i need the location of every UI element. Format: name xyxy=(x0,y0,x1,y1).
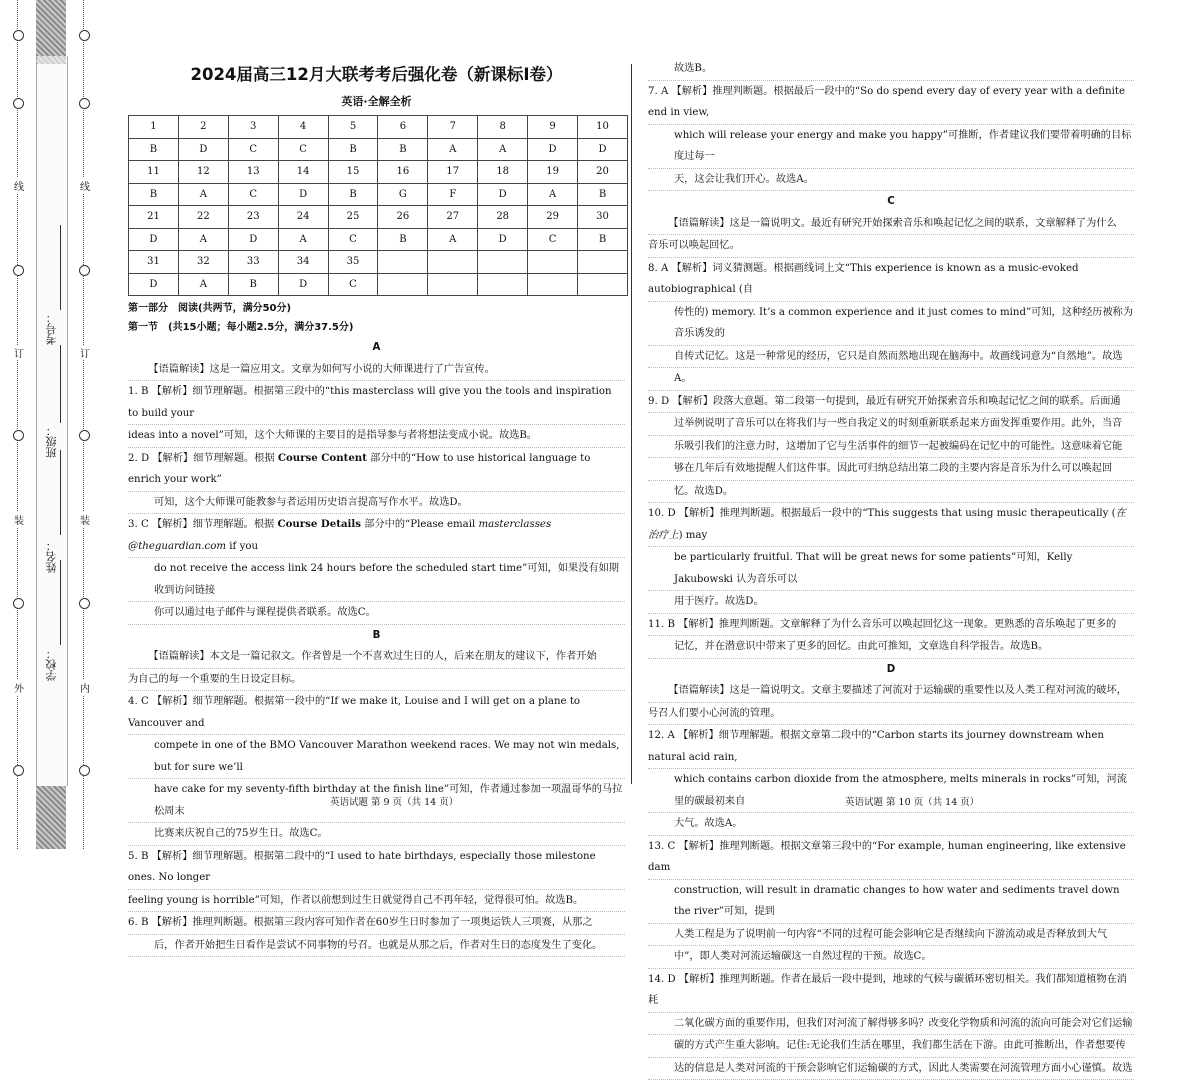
passage-heading-c: C xyxy=(648,191,1134,213)
answer-11-cont: 记忆，并在潜意识中带来了更多的回忆。由此可推知，文章选自科学报告。故选B。 xyxy=(648,636,1134,659)
passage-d-summary: 【语篇解读】这是一篇说明文。文章主要描述了河流对于运输碳的重要性以及人类工程对河流的破坏， xyxy=(648,680,1134,703)
answer-table-cell: C xyxy=(328,228,378,251)
answer-table-answer-row xyxy=(129,228,628,251)
answer-5-cont: feeling young is horrible”可知，作者以前想到过生日就觉得自己不再年轻，觉得很可怕。故选B。 xyxy=(128,890,625,913)
answer-10-cont: 用于医疗。故选D。 xyxy=(648,591,1134,614)
answer-table-number-row xyxy=(129,251,628,274)
answer-2-cont: 可知，这个大师课可能教参与者运用历史语言提高写作水平。故选D。 xyxy=(128,492,625,515)
answer-table-cell: B xyxy=(378,228,428,251)
answer-table-cell: 24 xyxy=(278,206,328,229)
answer-table-cell: 5 xyxy=(328,116,378,139)
answer-14-cont: 达的信息是人类对河流的干预会影响它们运输碳的方式，因此人类需要在河流管理方面小心谨慎。故选 xyxy=(648,1058,1134,1080)
answer-7: 7. A 【解析】推理判断题。根据最后一段中的“So do spend every day of every year with a definite end in view, xyxy=(648,81,1134,125)
answer-table-cell: B xyxy=(328,138,378,161)
answer-table-cell: 27 xyxy=(428,206,478,229)
page-subtitle: 英语·全解全析 xyxy=(128,92,625,112)
answer-10: 10. D 【解析】推理判断题。根据最后一段中的“This suggests that using music therapeutically (在治疗上) may xyxy=(648,503,1134,547)
answer-table-cell: D xyxy=(178,138,228,161)
answer-table-cell xyxy=(528,273,578,296)
answer-table-cell: 13 xyxy=(228,161,278,184)
field-class-label: 班级： xyxy=(44,425,60,458)
answer-9-cont: 够在几年后有效地提醒人们这件事。因此可归纳总结出第二段的主要内容是音乐为什么可以唤起回 xyxy=(648,458,1134,481)
answer-table-cell: 8 xyxy=(478,116,528,139)
answer-table-cell xyxy=(478,273,528,296)
passage-b-summary-cont: 为自己的每一个重要的生日设定目标。 xyxy=(128,669,625,692)
answer-table-cell xyxy=(378,251,428,274)
answer-table-number-row xyxy=(129,161,628,184)
answer-table-cell: 35 xyxy=(328,251,378,274)
answer-12-cont: which contains carbon dioxide from the atmosphere, melts minerals in rocks”可知，河流里的碳最初来自 xyxy=(648,769,1134,813)
answer-table-cell: 22 xyxy=(178,206,228,229)
answer-4-cont: compete in one of the BMO Vancouver Marathon weekend races. We may not win medals, but for sure we’ll xyxy=(128,735,625,779)
answer-table-cell: 31 xyxy=(129,251,179,274)
answer-table-number-row xyxy=(129,206,628,229)
answer-table-cell: 30 xyxy=(578,206,628,229)
passage-heading-a: A xyxy=(128,337,625,359)
answer-13-cont: 中”，即人类对河流运输碳这一自然过程的干预。故选C。 xyxy=(648,946,1134,969)
answer-table-cell: A xyxy=(178,228,228,251)
seal-char: 装 xyxy=(12,512,26,527)
answer-14-cont: 碳的方式产生重大影响。记住:无论我们生活在哪里，我们都生活在下游。由此可推断出，作者想要传 xyxy=(648,1035,1134,1058)
answer-table-number-row xyxy=(129,116,628,139)
answer-table-cell: D xyxy=(478,183,528,206)
footer-page-10: 英语试题 第 10 页（共 14 页） xyxy=(845,794,979,808)
answer-table-cell: 19 xyxy=(528,161,578,184)
answer-table-cell: 17 xyxy=(428,161,478,184)
answer-5: 5. B 【解析】细节理解题。根据第二段中的“I used to hate birthdays, especially those milestone ones. No longer xyxy=(128,846,625,890)
answer-4-cont: have cake for my seventy-fifth birthday at the finish line”可知，作者通过参加一项温哥华的马拉松周末 xyxy=(128,779,625,823)
answer-13: 13. C 【解析】推理判断题。根据文章第三段中的“For example, human engineering, like extensive dam xyxy=(648,836,1134,880)
answer-9-cont: 乐吸引我们的注意力时，这增加了它与生活事件的细节一起被编码在记忆中的可能性。这意味着它能 xyxy=(648,436,1134,459)
answer-table-cell: 3 xyxy=(228,116,278,139)
passage-c-summary: 【语篇解读】这是一篇说明文。最近有研究开始探索音乐和唤起记忆之间的联系，文章解释了为什么 xyxy=(648,213,1134,236)
outer-seal-line xyxy=(12,0,26,849)
binding-margin xyxy=(0,0,108,849)
answer-table-cell: A xyxy=(478,138,528,161)
answer-8-cont: A。 xyxy=(648,368,1134,391)
answer-14-cont: 二氧化碳方面的重要作用，但我们对河流了解得够多吗？改变化学物质和河流的流向可能会对它们运输 xyxy=(648,1013,1134,1036)
field-exam-id-line[interactable] xyxy=(60,225,61,310)
answer-table-answer-row xyxy=(129,273,628,296)
answer-table-cell: A xyxy=(178,273,228,296)
answer-13-cont: 人类工程是为了说明前一句内容“不同的过程可能会影响它是否继续向下游流动或是否释放到大气 xyxy=(648,924,1134,947)
answer-table-cell: 4 xyxy=(278,116,328,139)
answer-table-cell: B xyxy=(328,183,378,206)
answer-table-cell: 32 xyxy=(178,251,228,274)
answer-table-cell: 21 xyxy=(129,206,179,229)
seal-char: 装 xyxy=(78,512,92,527)
answer-table-cell: A xyxy=(428,138,478,161)
answer-14: 14. D 【解析】推理判断题。作者在最后一段中提到，地球的气候与碳循环密切相关。我们都知道植物在消耗 xyxy=(648,969,1134,1013)
field-name-line[interactable] xyxy=(60,450,61,535)
answer-10-cont: be particularly fruitful. That will be great news for some patients”可知，Kelly Jakubowski 认为音乐可以 xyxy=(648,547,1134,591)
inner-seal-line xyxy=(78,0,92,849)
answer-table-cell: 14 xyxy=(278,161,328,184)
answer-8-cont: 自传式记忆。这是一种常见的经历，它只是自然而然地出现在脑海中。故画线词意为“自然地”。故选 xyxy=(648,346,1134,369)
seal-char: 线 xyxy=(78,178,92,193)
answer-table-cell: 2 xyxy=(178,116,228,139)
seal-char: 内 xyxy=(78,680,92,695)
answer-table-cell: 7 xyxy=(428,116,478,139)
answer-table-cell: D xyxy=(228,228,278,251)
field-exam-id-label: 考号： xyxy=(44,312,60,345)
answer-table-cell: 34 xyxy=(278,251,328,274)
answer-table-cell: 20 xyxy=(578,161,628,184)
answer-table-cell: A xyxy=(428,228,478,251)
answer-3: 3. C 【解析】细节理解题。根据 Course Details 部分中的“Please email masterclasses @theguardian.com if you xyxy=(128,514,625,558)
answer-8-cont: 传性的) memory. It’s a common experience and it just comes to mind”可知，这种经历被称为音乐诱发的 xyxy=(648,302,1134,346)
answer-7-cont: which will release your energy and make you happy”可推断，作者建议我们要带着明确的目标度过每一 xyxy=(648,125,1134,169)
field-class-line[interactable] xyxy=(60,345,61,423)
passage-d-summary-cont: 号召人们要小心河流的管理。 xyxy=(648,703,1134,726)
answer-table-cell xyxy=(578,273,628,296)
answer-1: 1. B 【解析】细节理解题。根据第三段中的“this masterclass will give you the tools and inspiration to build your xyxy=(128,381,625,425)
answer-table-cell: F xyxy=(428,183,478,206)
answer-table-cell xyxy=(428,273,478,296)
answer-table-cell: D xyxy=(578,138,628,161)
field-school-line[interactable] xyxy=(60,560,61,645)
answer-table-cell xyxy=(528,251,578,274)
answer-4-cont: 比赛来庆祝自己的75岁生日。故选C。 xyxy=(128,823,625,846)
answer-1-cont: ideas into a novel”可知，这个大师课的主要目的是指导参与者将想法变成小说。故选B。 xyxy=(128,425,625,448)
answer-table-cell: 23 xyxy=(228,206,278,229)
seal-char: 外 xyxy=(12,680,26,695)
answer-2: 2. D 【解析】细节理解题。根据 Course Content 部分中的“How to use historical language to enrich your work” xyxy=(128,448,625,492)
answer-table-cell: 12 xyxy=(178,161,228,184)
section-heading: 第一节 (共15小题；每小题2.5分，满分37.5分) xyxy=(128,318,625,337)
seal-char: 订 xyxy=(78,345,92,360)
answer-table-cell: C xyxy=(228,138,278,161)
answer-table-cell: 29 xyxy=(528,206,578,229)
field-name-label: 姓名： xyxy=(44,540,60,573)
answer-table-cell: B xyxy=(228,273,278,296)
answer-8: 8. A 【解析】词义猜测题。根据画线词上文“This experience is known as a music-evoked autobiographical (自 xyxy=(648,258,1134,302)
answer-table-cell xyxy=(578,251,628,274)
answer-table-cell: 18 xyxy=(478,161,528,184)
right-column xyxy=(648,58,1134,1080)
answer-table-cell: D xyxy=(129,273,179,296)
answer-table-cell: 10 xyxy=(578,116,628,139)
answer-table-cell: B xyxy=(129,183,179,206)
answer-9-cont: 过举例说明了音乐可以在将我们与一些自我定义的时刻重新联系起来方面发挥重要作用。此外，当音 xyxy=(648,413,1134,436)
passage-heading-d: D xyxy=(648,659,1134,681)
answer-table-cell: 9 xyxy=(528,116,578,139)
answer-table-cell: 11 xyxy=(129,161,179,184)
answer-table-cell: D xyxy=(129,228,179,251)
passage-c-summary-cont: 音乐可以唤起回忆。 xyxy=(648,235,1134,258)
column-divider xyxy=(631,64,632,784)
answer-4: 4. C 【解析】细节理解题。根据第一段中的“If we make it, Louise and I will get on a plane to Vancouver and xyxy=(128,691,625,735)
answer-table-cell: C xyxy=(278,138,328,161)
answer-table-cell xyxy=(428,251,478,274)
seal-char: 订 xyxy=(12,345,26,360)
answer-table-cell: D xyxy=(528,138,578,161)
answer-table-answer-row xyxy=(129,183,628,206)
answer-11: 11. B 【解析】推理判断题。文章解释了为什么音乐可以唤起回忆这一现象。更熟悉的音乐唤起了更多的 xyxy=(648,614,1134,637)
answer-9: 9. D 【解析】段落大意题。第二段第一句提到，最近有研究开始探索音乐和唤起记忆之间的联系。后面通 xyxy=(648,391,1134,414)
answer-table-cell: 1 xyxy=(129,116,179,139)
answer-table-cell xyxy=(478,251,528,274)
answer-table-cell: B xyxy=(578,183,628,206)
field-school-label: 学校： xyxy=(44,648,60,681)
answer-6-cont: 故选B。 xyxy=(648,58,1134,81)
footer-page-9: 英语试题 第 9 页（共 14 页） xyxy=(330,794,458,808)
answer-table-cell: D xyxy=(278,273,328,296)
answer-9-cont: 忆。故选D。 xyxy=(648,481,1134,504)
answer-table-cell: 33 xyxy=(228,251,278,274)
answer-table-cell: A xyxy=(278,228,328,251)
answer-table-cell: D xyxy=(478,228,528,251)
answer-table-cell: A xyxy=(178,183,228,206)
answer-6-cont: 后，作者开始把生日看作是尝试不同事物的号召。也就是从那之后，作者对生日的态度发生了变化。 xyxy=(128,935,625,958)
part-heading: 第一部分 阅读(共两节，满分50分) xyxy=(128,299,625,318)
answer-table-cell: 28 xyxy=(478,206,528,229)
answer-table-cell: B xyxy=(578,228,628,251)
seal-char: 线 xyxy=(12,178,26,193)
passage-b-summary: 【语篇解读】本文是一篇记叙文。作者曾是一个不喜欢过生日的人，后来在朋友的建议下，作者开始 xyxy=(128,646,625,669)
answer-table-cell: 16 xyxy=(378,161,428,184)
left-column xyxy=(128,60,625,957)
answer-table-cell: 6 xyxy=(378,116,428,139)
answer-table-cell: C xyxy=(228,183,278,206)
page-title: 2024届高三12月大联考考后强化卷（新课标I卷） xyxy=(128,62,625,88)
answer-table-cell: B xyxy=(129,138,179,161)
answer-12: 12. A 【解析】细节理解题。根据文章第二段中的“Carbon starts its journey downstream when natural acid rain, xyxy=(648,725,1134,769)
passage-heading-b: B xyxy=(128,625,625,647)
answer-table-cell: B xyxy=(378,138,428,161)
answer-13-cont: construction, will result in dramatic changes to how water and sediments travel down the river”可知，提到 xyxy=(648,880,1134,924)
answer-table-cell: G xyxy=(378,183,428,206)
answer-table-answer-row xyxy=(129,138,628,161)
answer-table-cell: 15 xyxy=(328,161,378,184)
answer-table-cell: C xyxy=(528,228,578,251)
answer-12-cont: 大气。故选A。 xyxy=(648,813,1134,836)
answer-7-cont: 天，这会让我们开心。故选A。 xyxy=(648,169,1134,192)
answer-3-cont: do not receive the access link 24 hours before the scheduled start time”可知，如果没有如期收到访问链接 xyxy=(128,558,625,602)
passage-a-summary: 【语篇解读】这是一篇应用文。文章为如何写小说的大师课进行了广告宣传。 xyxy=(128,359,625,382)
answer-table-cell xyxy=(378,273,428,296)
answer-3-cont: 你可以通过电子邮件与课程提供者联系。故选C。 xyxy=(128,602,625,625)
answer-table-cell: D xyxy=(278,183,328,206)
answer-table-cell: 26 xyxy=(378,206,428,229)
answer-table-cell: C xyxy=(328,273,378,296)
answer-table-cell: 25 xyxy=(328,206,378,229)
answer-key-table xyxy=(128,115,628,296)
answer-table-cell: A xyxy=(528,183,578,206)
answer-6: 6. B 【解析】推理判断题。根据第三段内容可知作者在60岁生日时参加了一项奥运铁人三项赛，从那之 xyxy=(128,912,625,935)
